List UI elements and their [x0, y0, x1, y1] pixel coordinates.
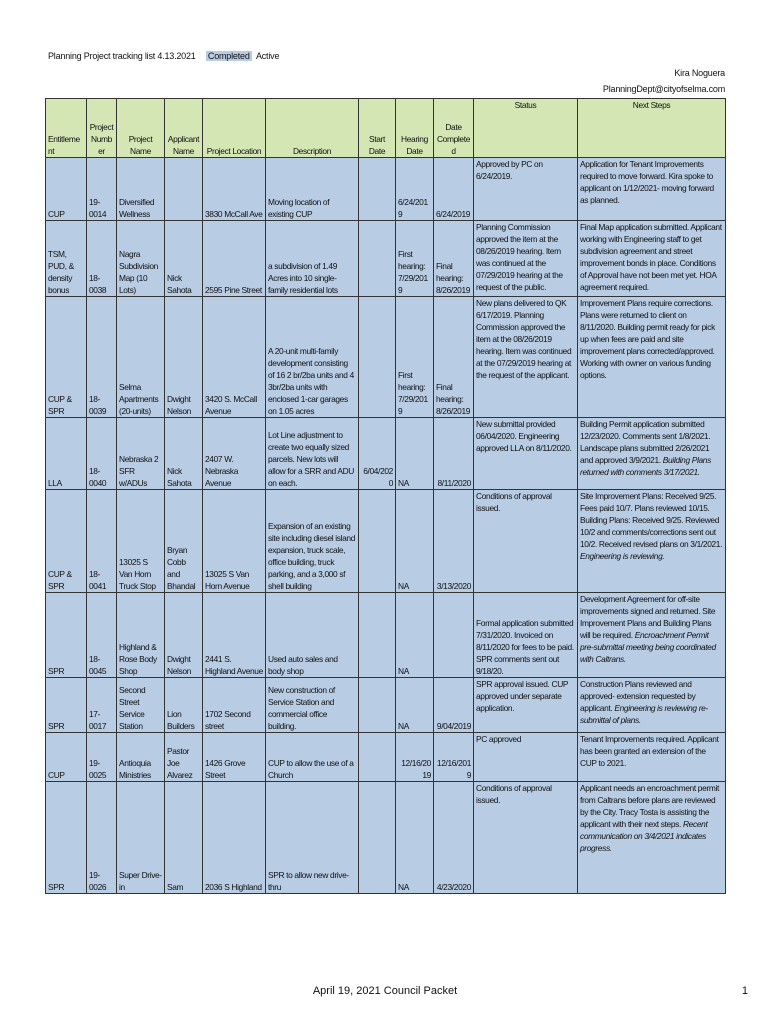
cell-description: Moving location of existing CUP — [266, 158, 359, 221]
cell-start-date — [359, 593, 396, 678]
contact-name: Kira Noguera — [674, 68, 725, 78]
cell-date-completed: 4/23/2020 — [434, 782, 474, 894]
cell-status: Planning Commission approved the item at the 08/26/2019 hearing. Item was continued at the 07/29/2019 hearing at the request of the public. — [474, 221, 578, 297]
cell-next-steps — [578, 733, 726, 782]
cell-project-number: 18-0038 — [87, 221, 117, 297]
next-steps-text: Application for Tenant Improvements required to move forward. Kira spoke to applicant on 1/12/2021- moving forward as planned. — [580, 159, 714, 205]
cell-description: Lot Line adjustment to create two equally sized parcels. New lots will allow for a SRR and ADU on each. — [266, 418, 359, 490]
cell-applicant: Sam — [165, 782, 203, 894]
cell-project-name: Selma Apartments (20-units) — [117, 297, 165, 418]
table-row — [46, 733, 726, 782]
next-steps-italic: Building Plans returned with comments 3/17/2021. — [580, 455, 711, 477]
cell-date-completed: 3/13/2020 — [434, 490, 474, 593]
cell-location: 2407 W. Nebraska Avenue — [203, 418, 266, 490]
cell-description: CUP to allow the use of a Church — [266, 733, 359, 782]
col-status: Status — [474, 99, 578, 158]
table-row — [46, 297, 726, 418]
contact-email[interactable]: PlanningDept@cityofselma.com — [602, 84, 725, 94]
cell-project-number: 17-0017 — [87, 678, 117, 733]
cell-location: 2595 Pine Street — [203, 221, 266, 297]
col-applicant-name: Applicant Name — [165, 99, 203, 158]
cell-hearing-date: First hearing: 7/29/2019 — [396, 297, 434, 418]
table-row — [46, 490, 726, 593]
next-steps-text: Construction Plans reviewed and approved- extension requested by applicant. — [580, 679, 696, 713]
cell-start-date — [359, 490, 396, 593]
cell-entitlement: CUP & SPR — [46, 297, 87, 418]
header-line — [46, 51, 281, 61]
col-date-completed: Date Completed — [434, 99, 474, 158]
next-steps-text: Applicant needs an encroachment permit from Caltrans before plans are reviewed by the City. Tracy Tosta is assisting the applicant with their next steps. — [580, 783, 719, 829]
col-project-name: Project Name — [117, 99, 165, 158]
cell-entitlement: CUP — [46, 158, 87, 221]
cell-hearing-date: First hearing: 7/29/2019 — [396, 221, 434, 297]
cell-applicant: Bryan Cobb and Bhandal — [165, 490, 203, 593]
cell-project-name: Nagra Subdivision Map (10 Lots) — [117, 221, 165, 297]
col-entitlement: Entitlement — [46, 99, 87, 158]
cell-date-completed — [434, 593, 474, 678]
tab-active[interactable]: Active — [255, 51, 280, 61]
next-steps-italic: Recent communication on 3/4/2021 indicates progress. — [580, 819, 708, 853]
table-row — [46, 221, 726, 297]
cell-hearing-date: NA — [396, 782, 434, 894]
next-steps-italic: Engineering is reviewing. — [580, 551, 665, 561]
cell-location: 2441 S. Highland Avenue — [203, 593, 266, 678]
next-steps-italic: Encroachment Permit pre-submittal meeting being coordinated with Caltrans. — [580, 630, 716, 664]
footer-packet-label: April 19, 2021 Council Packet — [312, 985, 458, 997]
cell-description: SPR to allow new drive-thru — [266, 782, 359, 894]
cell-hearing-date: 6/24/2019 — [396, 158, 434, 221]
cell-project-name: Super Drive-in — [117, 782, 165, 894]
cell-applicant — [165, 158, 203, 221]
cell-status: Conditions of approval issued. — [474, 490, 578, 593]
cell-entitlement: CUP — [46, 733, 87, 782]
cell-location: 3830 McCall Ave — [203, 158, 266, 221]
table-row — [46, 418, 726, 490]
cell-start-date — [359, 221, 396, 297]
cell-location: 2036 S Highland — [203, 782, 266, 894]
tab-completed[interactable]: Completed — [207, 51, 250, 61]
cell-project-name: Antioquia Ministries — [117, 733, 165, 782]
cell-date-completed: 12/16/2019 — [434, 733, 474, 782]
cell-project-number: 19-0014 — [87, 158, 117, 221]
col-start-date: Start Date — [359, 99, 396, 158]
cell-status: Conditions of approval issued. — [474, 782, 578, 894]
table-row — [46, 782, 726, 894]
cell-next-steps — [578, 158, 726, 221]
cell-entitlement: CUP & SPR — [46, 490, 87, 593]
cell-entitlement: SPR — [46, 678, 87, 733]
cell-next-steps — [578, 418, 726, 490]
cell-next-steps — [578, 490, 726, 593]
page-title: Planning Project tracking list 4.13.2021 — [48, 51, 196, 61]
cell-project-number: 19-0026 — [87, 782, 117, 894]
cell-location: 1702 Second street — [203, 678, 266, 733]
cell-applicant: Dwight Nelson — [165, 593, 203, 678]
cell-applicant: Pastor Joe Alvarez — [165, 733, 203, 782]
cell-project-name: Nebraska 2 SFR w/ADUs — [117, 418, 165, 490]
col-description: Description — [266, 99, 359, 158]
cell-status: New submittal provided 06/04/2020. Engineering approved LLA on 8/11/2020. — [474, 418, 578, 490]
page-number: 1 — [741, 985, 748, 997]
cell-date-completed: Final hearing: 8/26/2019 — [434, 297, 474, 418]
table-row — [46, 158, 726, 221]
table-row — [46, 593, 726, 678]
cell-next-steps — [578, 782, 726, 894]
cell-project-name: Highland & Rose Body Shop — [117, 593, 165, 678]
cell-next-steps — [578, 678, 726, 733]
cell-start-date: 6/04/2020 — [359, 418, 396, 490]
cell-hearing-date: 12/16/2019 — [396, 733, 434, 782]
next-steps-text: Improvement Plans require corrections. Plans were returned to client on 8/11/2020. Building permit ready for pick up when fees are paid and site improvement plans corrected/approved. Working with owner on various funding options. — [580, 298, 715, 380]
cell-description: a subdivision of 1.49 Acres into 10 single-family residential lots — [266, 221, 359, 297]
cell-status: Formal application submitted 7/31/2020. Invoiced on 8/11/2020 for fees to be paid. SPR comments sent out 9/18/20. — [474, 593, 578, 678]
cell-project-number: 18-0039 — [87, 297, 117, 418]
cell-hearing-date: NA — [396, 593, 434, 678]
cell-project-name: 13025 S Van Horn Truck Stop — [117, 490, 165, 593]
cell-hearing-date: NA — [396, 678, 434, 733]
cell-project-number: 18-0041 — [87, 490, 117, 593]
cell-applicant: Lion Builders — [165, 678, 203, 733]
cell-next-steps — [578, 221, 726, 297]
cell-status: New plans delivered to QK 6/17/2019. Planning Commission approved the item at the 08/26/2019 hearing. Item was continued at the 07/29/2019 hearing at the request of the applicant. — [474, 297, 578, 418]
cell-applicant: Nick Sahota — [165, 221, 203, 297]
cell-entitlement: LLA — [46, 418, 87, 490]
table-row — [46, 678, 726, 733]
cell-project-number: 18-0045 — [87, 593, 117, 678]
cell-location: 1426 Grove Street — [203, 733, 266, 782]
cell-entitlement: TSM, PUD, & density bonus — [46, 221, 87, 297]
next-steps-text: Development Agreement for off-site improvements signed and returned. Site Improvement Plans and Building Plans will be required. — [580, 594, 716, 640]
cell-status: Approved by PC on 6/24/2019. — [474, 158, 578, 221]
cell-start-date — [359, 158, 396, 221]
cell-next-steps — [578, 593, 726, 678]
cell-next-steps — [578, 297, 726, 418]
project-tracking-table — [45, 98, 726, 894]
col-hearing-date: Hearing Date — [396, 99, 434, 158]
cell-entitlement: SPR — [46, 782, 87, 894]
cell-entitlement: SPR — [46, 593, 87, 678]
table-header-row — [46, 99, 726, 158]
cell-project-number: 19-0025 — [87, 733, 117, 782]
cell-hearing-date: NA — [396, 490, 434, 593]
cell-status: PC approved — [474, 733, 578, 782]
cell-start-date — [359, 782, 396, 894]
cell-start-date — [359, 678, 396, 733]
next-steps-text: Site Improvement Plans: Received 9/25. Fees paid 10/7. Plans reviewed 10/15. Building Plans: Received 9/25. Reviewed 10/2 and comments/corrections sent out 10/2. Received revised plans on 3/1/2021. — [580, 491, 723, 549]
cell-hearing-date: NA — [396, 418, 434, 490]
cell-description: New construction of Service Station and commercial office building. — [266, 678, 359, 733]
cell-date-completed: Final hearing: 8/26/2019 — [434, 221, 474, 297]
cell-start-date — [359, 733, 396, 782]
cell-location: 3420 S. McCall Avenue — [203, 297, 266, 418]
cell-date-completed: 8/11/2020 — [434, 418, 474, 490]
cell-description: A 20-unit multi-family development consisting of 16 2 br/2ba units and 4 3br/2ba units with enclosed 1-car garages on 1.05 acres — [266, 297, 359, 418]
cell-status: SPR approval issued. CUP approved under separate application. — [474, 678, 578, 733]
cell-project-name: Second Street Service Station — [117, 678, 165, 733]
col-next-steps: Next Steps — [578, 99, 726, 158]
next-steps-text: Tenant Improvements required. Applicant has been granted an extension of the CUP to 2021. — [580, 734, 719, 768]
next-steps-italic: Engineering is reviewing re-submittal of plans. — [580, 703, 708, 725]
cell-description: Used auto sales and body shop — [266, 593, 359, 678]
col-project-number: Project Number — [87, 99, 117, 158]
next-steps-text: Final Map application submitted. Applicant working with Engineering staff to get subdivision agreement and street improvement bonds in place. Conditions of Approval have not been met yet. HOA agreement required. — [580, 222, 722, 292]
cell-date-completed: 9/04/2019 — [434, 678, 474, 733]
cell-date-completed: 6/24/2019 — [434, 158, 474, 221]
cell-project-name: Diversified Wellness — [117, 158, 165, 221]
cell-location: 13025 S Van Horn Avenue — [203, 490, 266, 593]
cell-applicant: Nick Sahota — [165, 418, 203, 490]
cell-start-date — [359, 297, 396, 418]
cell-description: Expansion of an existing site including diesel island expansion, truck scale, office building, truck parking, and a 3,000 sf shell building — [266, 490, 359, 593]
col-project-location: Project Location — [203, 99, 266, 158]
next-steps-text: Building Permit application submitted 12/23/2020. Comments sent 1/8/2021. Landscape plans submitted 2/26/2021 and approved 3/9/2021. — [580, 419, 711, 465]
cell-project-number: 18-0040 — [87, 418, 117, 490]
cell-applicant: Dwight Nelson — [165, 297, 203, 418]
